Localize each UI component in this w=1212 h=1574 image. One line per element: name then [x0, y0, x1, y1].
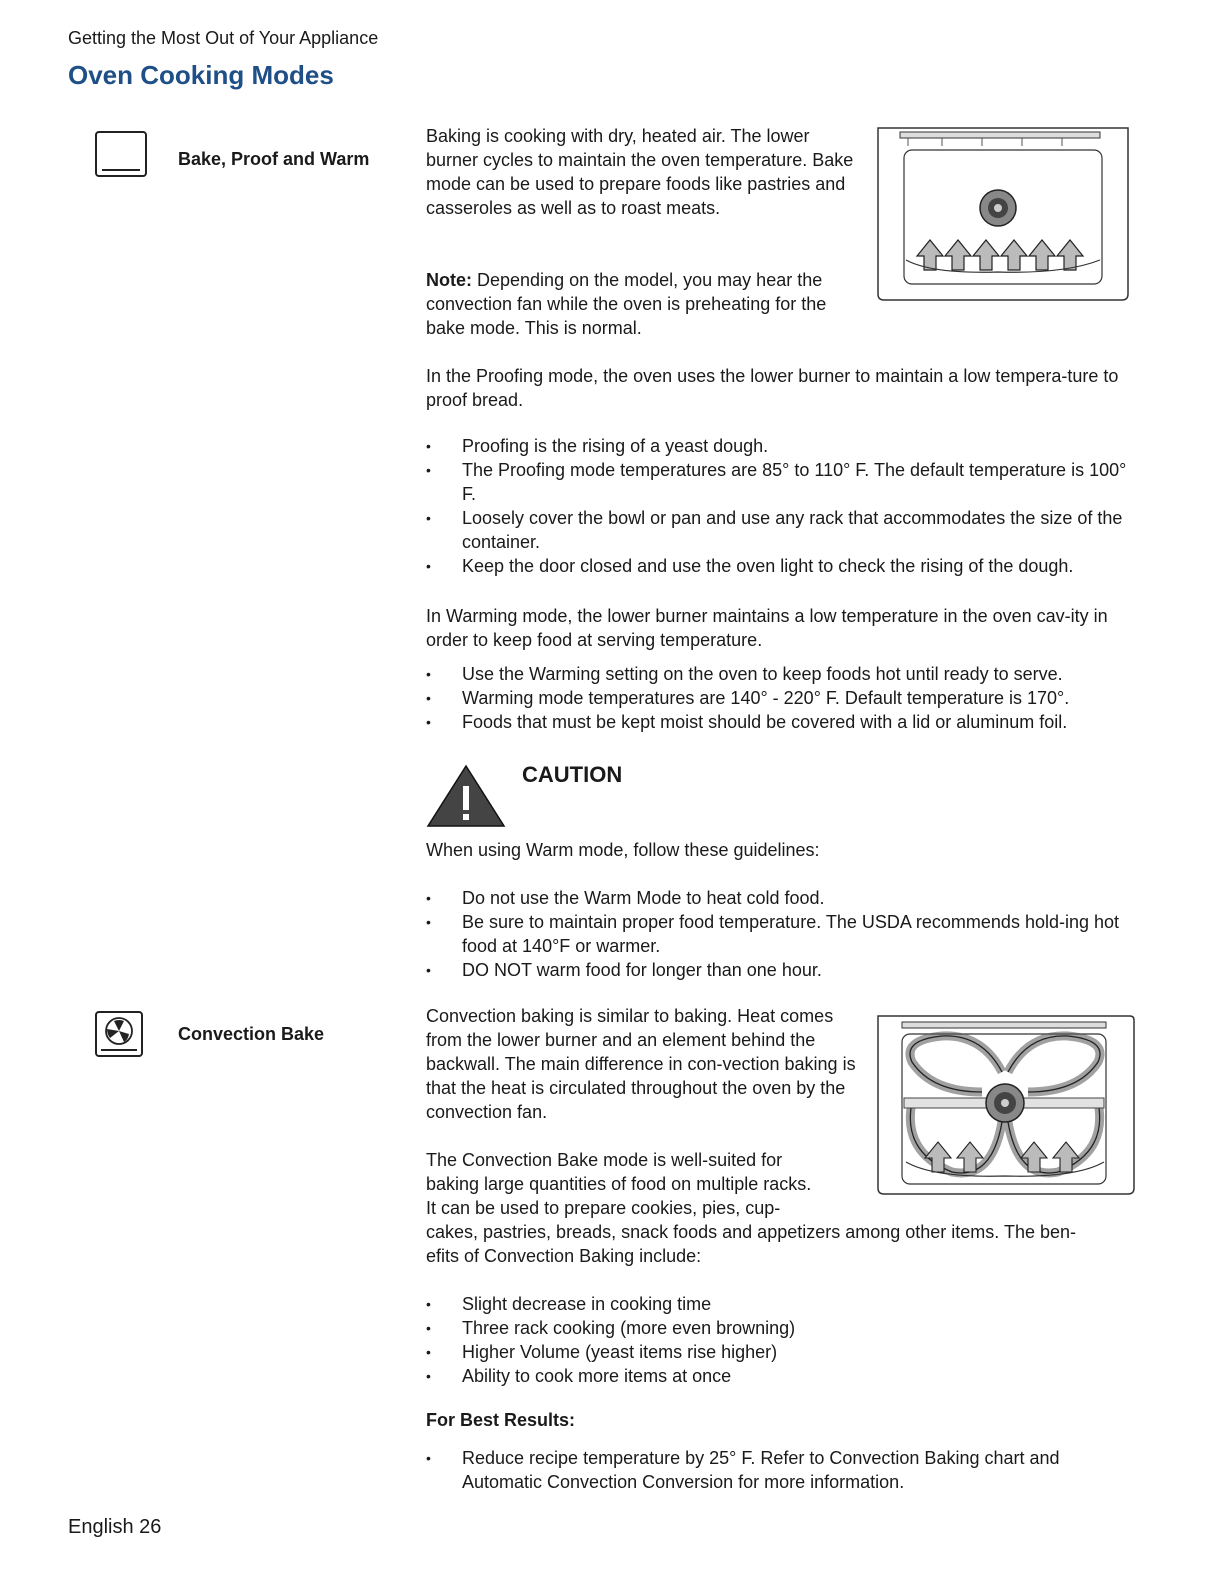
list-item: • Proofing is the rising of a yeast dough. [426, 434, 1142, 458]
paragraph-line: baking large quantities of food on multiple racks. [426, 1174, 812, 1194]
caution-intro: When using Warm mode, follow these guidelines: [426, 840, 820, 860]
page-number: English 26 [68, 1516, 162, 1538]
list-item: • Warming mode temperatures are 140° - 220° F. Default temperature is 170°. [426, 686, 1142, 710]
convection-fan-icon [94, 1010, 144, 1058]
convection-heading: Convection Bake [178, 1024, 325, 1044]
warm-paragraph: In Warming mode, the lower burner maintains a low temperature in the oven cav-ity in order to keep food at serving temperature. [426, 606, 1108, 650]
best-results-list [426, 1446, 1142, 1494]
list-item: • DO NOT warm food for longer than one hour. [426, 958, 1142, 982]
paragraph-line: The Convection Bake mode is well-suited for [426, 1150, 783, 1170]
page-title: Oven Cooking Modes [68, 60, 334, 90]
convection-intro: Convection baking is similar to baking. Heat comes from the lower burner and an element behind the backwall. The main difference in con-vection baking is that the heat is circulated throughout the oven by the convection fan. [426, 1006, 856, 1122]
note-label: Note: [426, 270, 472, 290]
list-item: • Be sure to maintain proper food temperature. The USDA recommends hold-ing hot food at 140°F or warmer. [426, 910, 1142, 958]
list-item: • The Proofing mode temperatures are 85° to 110° F. The default temperature is 100° F. [426, 458, 1142, 506]
paragraph-line: efits of Convection Baking include: [426, 1246, 702, 1266]
running-head: Getting the Most Out of Your Appliance [68, 28, 379, 48]
warning-triangle-icon [426, 764, 506, 828]
warm-bullet-list [426, 662, 1142, 734]
list-item: • Do not use the Warm Mode to heat cold food. [426, 886, 1142, 910]
paragraph-line: It can be used to prepare cookies, pies, cup- [426, 1198, 781, 1218]
list-item: • Loosely cover the bowl or pan and use any rack that accommodates the size of the container. [426, 506, 1142, 554]
list-item: • Slight decrease in cooking time [426, 1292, 1142, 1316]
note-text: Depending on the model, you may hear the convection fan while the oven is preheating for the bake mode. This is normal. [426, 270, 827, 338]
list-item: • Three rack cooking (more even browning) [426, 1316, 1142, 1340]
paragraph-line: cakes, pastries, breads, snack foods and appetizers among other items. The ben- [426, 1222, 1077, 1242]
bake-intro: Baking is cooking with dry, heated air. The lower burner cycles to maintain the oven temperature. Bake mode can be used to prepare foods like pastries and casseroles as well as to roast meats. [426, 126, 854, 218]
list-item: • Ability to cook more items at once [426, 1364, 1142, 1388]
list-item: • Foods that must be kept moist should be covered with a lid or aluminum foil. [426, 710, 1142, 734]
bake-heading: Bake, Proof and Warm [178, 149, 370, 169]
caution-bullet-list [426, 886, 1142, 982]
best-results-heading: For Best Results: [426, 1410, 576, 1430]
bake-note [426, 268, 856, 340]
convection-paragraph-2 [426, 1148, 1152, 1268]
caution-title: CAUTION [522, 762, 623, 787]
list-item: • Keep the door closed and use the oven light to check the rising of the dough. [426, 554, 1142, 578]
list-item: • Use the Warming setting on the oven to keep foods hot until ready to serve. [426, 662, 1142, 686]
list-item: • Higher Volume (yeast items rise higher) [426, 1340, 1142, 1364]
proof-paragraph: In the Proofing mode, the oven uses the lower burner to maintain a low tempera-ture to proof bread. [426, 366, 1119, 410]
bake-oven-illustration [872, 124, 1134, 304]
list-item: • Reduce recipe temperature by 25° F. Refer to Convection Baking chart and Automatic Convection Conversion for more information. [426, 1446, 1142, 1494]
bake-mode-icon [94, 130, 148, 178]
proof-bullet-list [426, 434, 1142, 578]
convection-benefits-list [426, 1292, 1142, 1388]
